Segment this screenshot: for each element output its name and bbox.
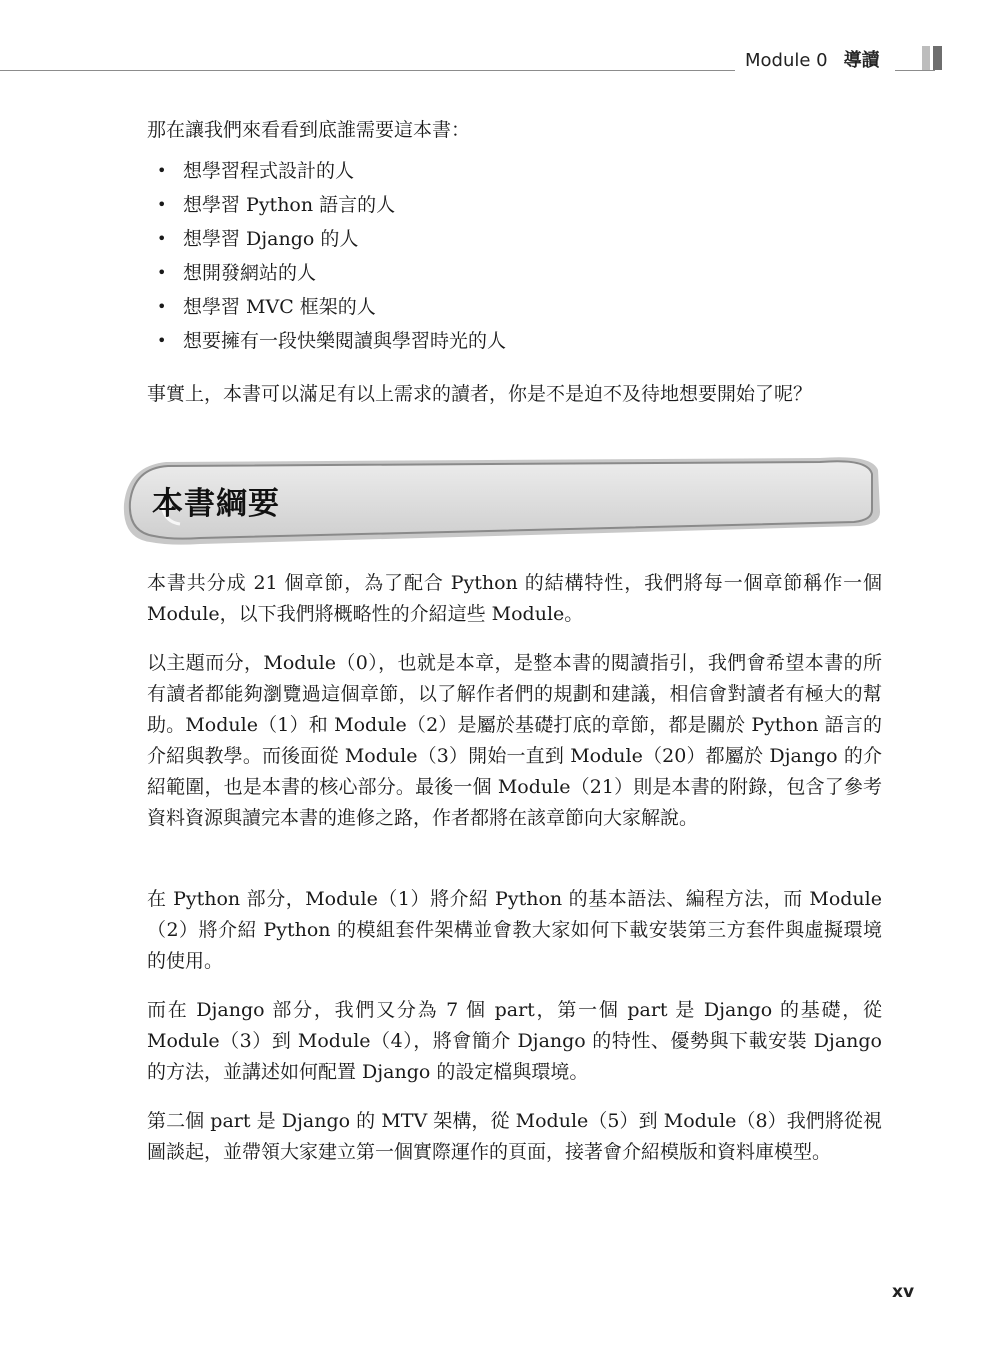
bullet-icon: • xyxy=(157,229,167,248)
body-paragraph: 以主題而分，Module（0），也就是本章，是整本書的閱讀指引，我們會希望本書的所有讀者都能夠瀏覽過這個章節，以了解作者們的規劃和建議，相信會對讀者有極大的幫助。Module（1）和 Module（2）是屬於基礎打底的章節，都是關於 Python 語言的介紹與教學。而後面從 Module（3）開始一直到 Module（20）都屬於 Django 的介紹範圍，也是本書的核心部分。最後一個 Module（21）則是本書的附錄，包含了參考資料資源與讀完本書的進修之路，作者都將在該章節向大家解說。 xyxy=(147,652,882,829)
list-item-text: 想學習程式設計的人 xyxy=(183,160,355,182)
running-head xyxy=(745,46,880,74)
page-number: xv xyxy=(892,1282,915,1302)
chapter-name: 導讀 xyxy=(843,50,880,71)
bullet-icon: • xyxy=(157,297,167,316)
list-item-text: 想學習 MVC 框架的人 xyxy=(183,296,376,318)
bullet-icon: • xyxy=(157,195,167,214)
thumb-tab-dark-bar xyxy=(933,46,942,70)
bullet-icon: • xyxy=(157,263,167,282)
list-item xyxy=(147,256,882,290)
body-paragraph: 在 Python 部分，Module（1）將介紹 Python 的基本語法、編程方法，而 Module（2）將介紹 Python 的模組套件架構並會教大家如何下載安裝第三方套件與虛擬環境的使用。 xyxy=(147,888,882,972)
audience-list xyxy=(147,154,882,358)
summary-text: 事實上，本書可以滿足有以上需求的讀者，你是不是迫不及待地想要開始了呢？ xyxy=(147,383,813,405)
bullet-icon: • xyxy=(157,161,167,180)
body-paragraph: 本書共分成 21 個章節，為了配合 Python 的結構特性，我們將每一個章節稱作一個 Module，以下我們將概略性的介紹這些 Module。 xyxy=(147,572,882,625)
thumb-tab-light-bar xyxy=(922,46,930,70)
list-item-text: 想學習 Django 的人 xyxy=(183,228,359,250)
thumb-tab xyxy=(922,46,942,70)
list-item xyxy=(147,154,882,188)
list-item xyxy=(147,324,882,358)
body-paragraph: 第二個 part 是 Django 的 MTV 架構，從 Module（5）到 Module（8）我們將從視圖談起，並帶領大家建立第一個實際運作的頁面，接著會介紹模版和資料庫模型。 xyxy=(147,1110,882,1163)
body-paragraph: 而在 Django 部分，我們又分為 7 個 part，第一個 part 是 Django 的基礎，從 Module（3）到 Module（4），將會簡介 Django 的特性、優勢與下載安裝 Django 的方法，並講述如何配置 Django 的設定檔與環境。 xyxy=(147,999,882,1083)
list-item xyxy=(147,222,882,256)
header-rule-right xyxy=(895,70,935,71)
bullet-icon: • xyxy=(157,331,167,350)
section-title: 本書綱要 xyxy=(152,486,280,522)
list-item-text: 想學習 Python 語言的人 xyxy=(183,194,396,216)
list-item xyxy=(147,188,882,222)
module-label: Module 0 xyxy=(745,50,828,71)
list-item-text: 想開發網站的人 xyxy=(183,262,317,284)
list-item-text: 想要擁有一段快樂閱讀與學習時光的人 xyxy=(183,330,507,352)
header-rule xyxy=(0,70,735,71)
intro-text: 那在讓我們來看看到底誰需要這本書： xyxy=(147,119,471,141)
list-item xyxy=(147,290,882,324)
